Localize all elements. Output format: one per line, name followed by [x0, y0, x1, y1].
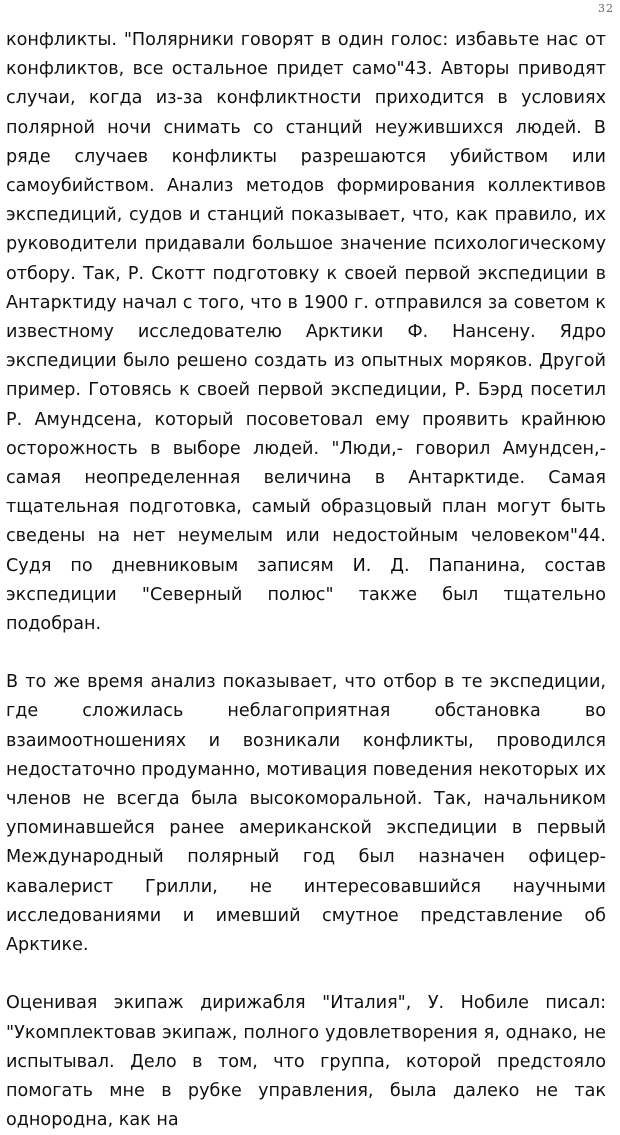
body-text: [6, 26, 606, 1135]
paragraph-2: В то же время анализ показывает, что отбор в те экспедиции, где сложилась неблагоприятная обстановка во взаимоотношениях и возникали конфликты, проводился недостаточно продуманно, мотивация поведения некоторых их членов не всегда была высокоморальной. Так, начальником упоминавшейся ранее американской экспедиции в первый Международный полярный год был назначен офицер-кавалерист Грилли, не интересовавшийся научными исследованиями и имевший смутное представление об Арктике.: [6, 672, 606, 956]
paragraph-1: конфликты. "Полярники говорят в один голос: избавьте нас от конфликтов, все остальное придет само"43. Авторы приводят случаи, когда из-за конфликтности приходится в условиях полярной ночи снимать со станций неужившихся людей. В ряде случаев конфликты разрешаются убийством или самоубийством. Анализ методов формирования коллективов экспедиций, судов и станций показывает, что, как правило, их руководители придавали большое значение психологическому отбору. Так, Р. Скотт подготовку к своей первой экспедиции в Антарктиду начал с того, что в 1900 г. отправился за советом к известному исследователю Арктики Ф. Нансену. Ядро экспедиции было решено создать из опытных моряков. Другой пример. Готовясь к своей первой экспедиции, Р. Бэрд посетил Р. Амундсена, который посоветовал ему проявить крайнюю осторожность в выборе людей. "Люди,- говорил Амундсен,- самая неопределенная величина в Антарктиде. Самая тщательная подготовка, самый образцовый план могут быть сведены на нет неумелым или недостойным человеком"44. Судя по дневниковым записям И. Д. Папанина, состав экспедиции "Северный полюс" также был тщательно подобран.: [6, 30, 606, 635]
page-number: 32: [598, 2, 614, 15]
paragraph-3: Оценивая экипаж дирижабля "Италия", У. Нобиле писал: "Укомплектовав экипаж, полного удовлетворения я, однако, не испытывал. Дело в том, что группа, которой предстояло помогать мне в рубке управления, была далеко не так однородна, как на: [6, 993, 606, 1131]
